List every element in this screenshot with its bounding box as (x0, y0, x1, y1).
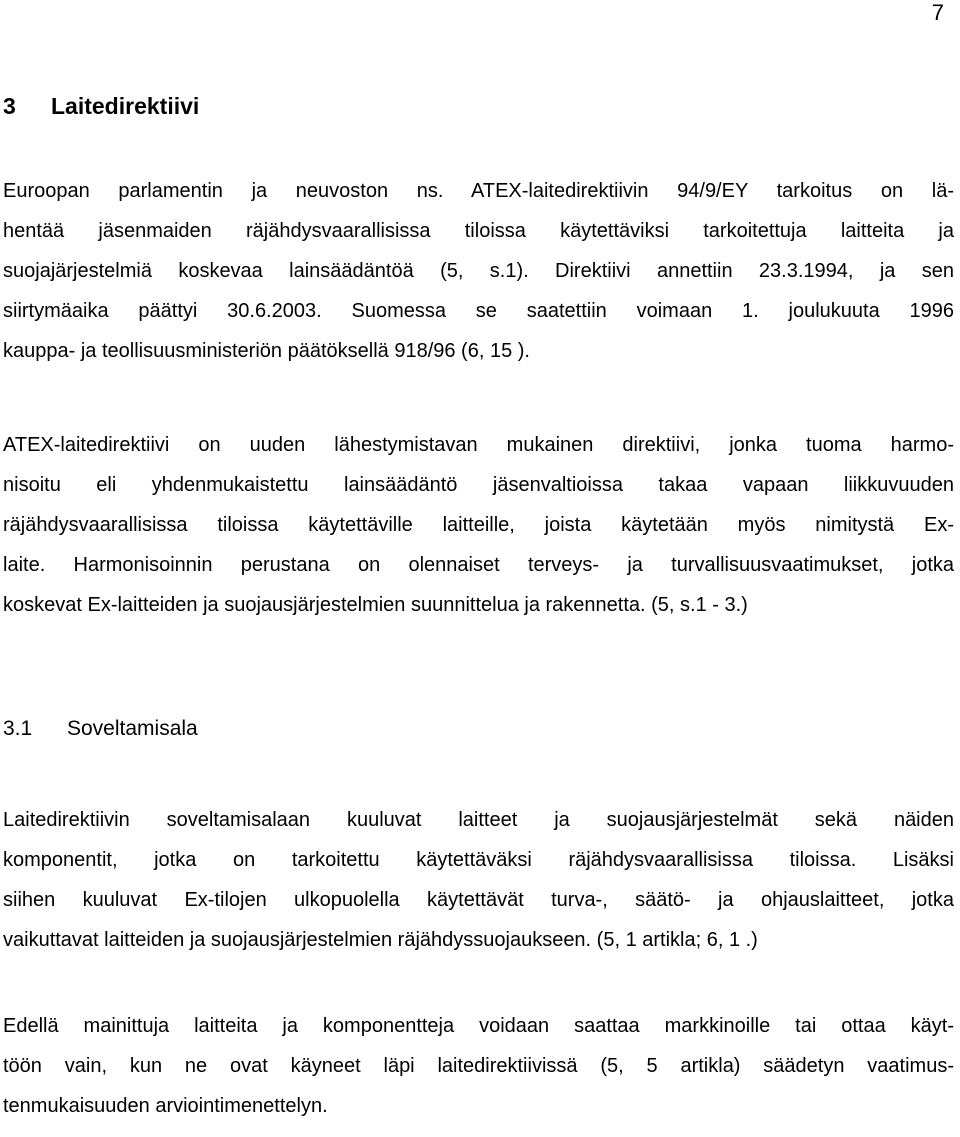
section-title: Laitedirektiivi (51, 93, 200, 119)
page-number: 7 (931, 0, 944, 25)
text-line: Laitedirektiivin soveltamisalaan kuuluvat laitteet ja suojausjärjestelmät sekä näiden (3, 809, 954, 831)
paragraph-scope (3, 800, 954, 960)
section-number: 3 (3, 93, 16, 119)
text-line: nisoitu eli yhdenmukaistettu lainsäädäntö jäsenvaltioissa takaa vapaan liikkuvuuden (3, 474, 954, 496)
text-line: laite. Harmonisoinnin perustana on olennaiset terveys- ja turvallisuusvaatimukset, jotka (3, 554, 954, 576)
text-line: ATEX-laitedirektiivi on uuden lähestymistavan mukainen direktiivi, jonka tuoma harmo- (3, 434, 954, 456)
text-line: Euroopan parlamentin ja neuvoston ns. ATEX-laitedirektiivin 94/9/EY tarkoitus on lä- (3, 180, 954, 202)
text-line: siirtymäaika päättyi 30.6.2003. Suomessa se saatettiin voimaan 1. joulukuuta 1996 (3, 300, 954, 322)
paragraph-atex (3, 425, 954, 625)
text-line: siihen kuuluvat Ex-tilojen ulkopuolella käytettävät turva-, säätö- ja ohjauslaitteet, jotka (3, 889, 954, 911)
subsection-heading (3, 716, 198, 742)
text-line: Edellä mainittuja laitteita ja komponentteja voidaan saattaa markkinoille tai ottaa käyt- (3, 1015, 954, 1037)
text-line: tenmukaisuuden arviointimenettelyn. (3, 1095, 328, 1117)
text-line: koskevat Ex-laitteiden ja suojausjärjestelmien suunnittelua ja rakennetta. (5, s.1 - 3.) (3, 594, 748, 616)
paragraph-intro (3, 171, 954, 371)
text-line: kauppa- ja teollisuusministeriön päätöksellä 918/96 (6, 15 ). (3, 340, 530, 362)
text-line: komponentit, jotka on tarkoitettu käytettäväksi räjähdysvaarallisissa tiloissa. Lisäksi (3, 849, 954, 871)
text-line: suojajärjestelmiä koskevaa lainsäädäntöä (5, s.1). Direktiivi annettiin 23.3.1994, ja sen (3, 260, 954, 282)
subsection-title: Soveltamisala (67, 717, 198, 740)
text-line: töön vain, kun ne ovat käyneet läpi laitedirektiivissä (5, 5 artikla) säädetyn vaatimus- (3, 1055, 954, 1077)
subsection-number: 3.1 (3, 717, 33, 740)
text-line: hentää jäsenmaiden räjähdysvaarallisissa tiloissa käytettäviksi tarkoitettuja laitteita ja (3, 220, 954, 242)
paragraph-conformity (3, 1006, 954, 1126)
text-line: räjähdysvaarallisissa tiloissa käytettäville laitteille, joista käytetään myös nimitystä Ex- (3, 514, 954, 536)
text-line: vaikuttavat laitteiden ja suojausjärjestelmien räjähdyssuojaukseen. (5, 1 artikla; 6, 1 .) (3, 929, 758, 951)
section-heading (3, 92, 199, 120)
